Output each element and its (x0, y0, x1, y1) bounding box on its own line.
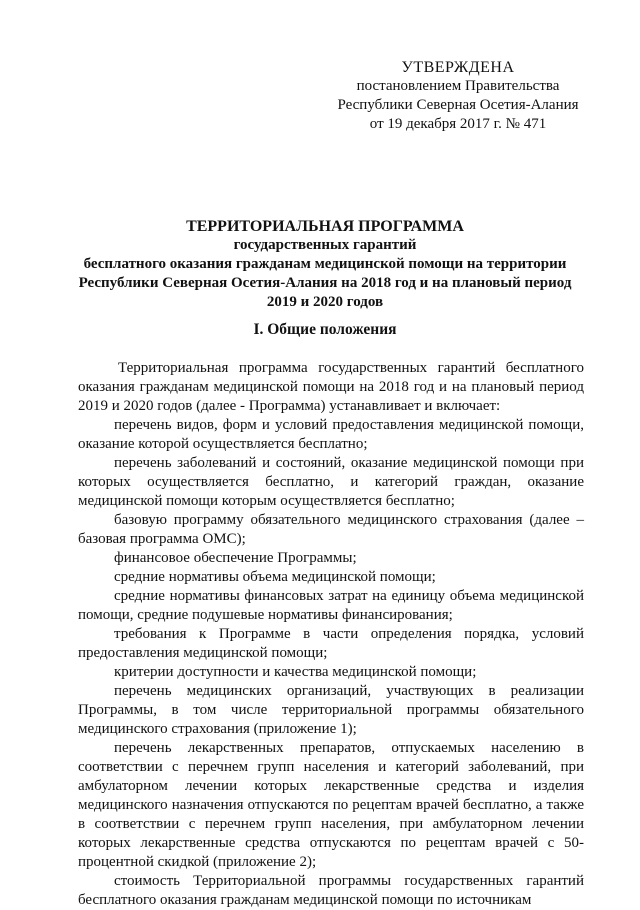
paragraph: финансовое обеспечение Программы; (114, 550, 357, 566)
paragraph: базовую программу обязательного медицинского страхования (далее – базовая программа ОМС); (78, 512, 584, 547)
paragraph: стоимость Территориальной программы государственных гарантий бесплатного оказания гражданам медицинской помощи по источникам (78, 873, 584, 908)
title-line-2: государственных гарантий (233, 237, 417, 253)
paragraph: критерии доступности и качества медицинской помощи; (114, 664, 477, 680)
paragraph: перечень заболеваний и состояний, оказание медицинской помощи при которых осуществляется бесплатно, и категорий граждан, оказание медицинской помощи которым осуществляется бесплатно; (78, 455, 584, 509)
paragraph: перечень лекарственных препаратов, отпускаемых населению в соответствии с перечнем групп населения и категорий заболеваний, при амбулаторном лечении которых лекарственные средства и изделия медицинского назначения отпускаются по рецептам врачей бесплатно, а также в соответствии с перечнем групп населения, при амбулаторном лечении которых лекарственные средства отпускаются по рецептам врачей с 50-процентной скидкой (приложение 2); (78, 740, 584, 870)
section-heading: I. Общие положения (253, 321, 397, 338)
approval-government-line: Республики Северная Осетия-Алания (337, 97, 579, 113)
paragraph: перечень медицинских организаций, участвующих в реализации Программы, в том числе территориальной программы обязательного медицинского страхования (приложение 1); (78, 683, 584, 737)
title-line-4: Республики Северная Осетия-Алания на 2018 год и на плановый период (78, 275, 572, 291)
paragraph: перечень видов, форм и условий предоставления медицинской помощи, оказание которой осуществляется бесплатно; (78, 417, 584, 452)
title-line-5: 2019 и 2020 годов (266, 294, 384, 310)
title-line-3: бесплатного оказания гражданам медицинской помощи на территории (83, 256, 567, 272)
paragraph: средние нормативы объема медицинской помощи; (114, 569, 436, 585)
approval-word: УТВЕРЖДЕНА (401, 59, 515, 76)
approval-stamp (318, 58, 598, 134)
title-line-1: ТЕРРИТОРИАЛЬНАЯ ПРОГРАММА (186, 218, 464, 235)
paragraph: требования к Программе в части определения порядка, условий предоставления медицинской помощи; (78, 626, 584, 661)
document-body (78, 359, 584, 910)
paragraph: Территориальная программа государственных гарантий бесплатного оказания гражданам медицинской помощи на 2018 год и на плановый период 2019 и 2020 годов (далее - Программа) устанавливает и включает: (78, 360, 584, 414)
paragraph: средние нормативы финансовых затрат на единицу объема медицинской помощи, средние подушевые нормативы финансирования; (78, 588, 584, 623)
document-title (60, 217, 590, 312)
approval-date-number: от 19 декабря 2017 г. № 471 (369, 116, 547, 132)
approval-decree-line: постановлением Правительства (356, 78, 560, 94)
